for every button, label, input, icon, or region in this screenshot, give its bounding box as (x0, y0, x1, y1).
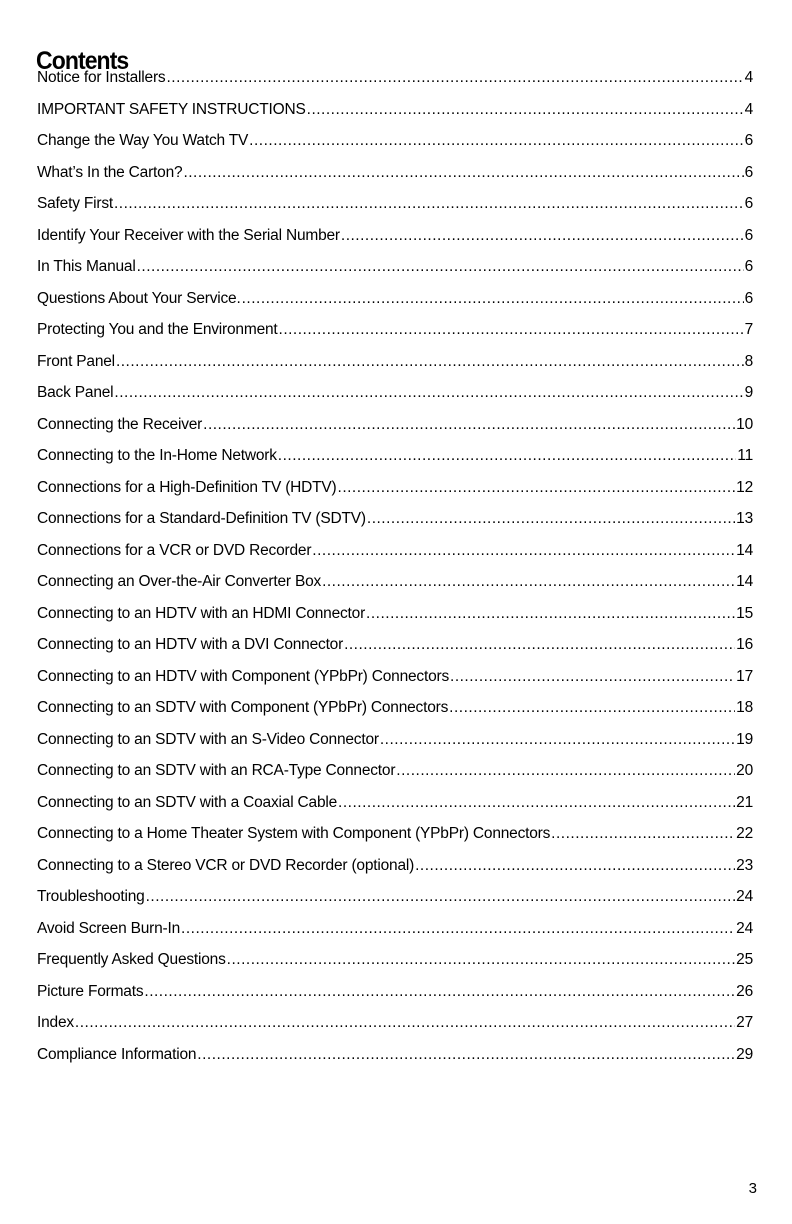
toc-entry-page: 6 (744, 132, 753, 149)
toc-entry-page: 6 (744, 226, 753, 244)
dot-leader (338, 792, 735, 814)
toc-entry-title: Picture Formats (37, 982, 144, 1000)
toc-entry-page: 9 (744, 384, 753, 401)
toc-entry-page: 20 (736, 762, 753, 779)
toc-entry[interactable] (37, 414, 753, 446)
toc-entry[interactable] (37, 603, 753, 635)
toc-entry[interactable] (37, 193, 753, 225)
toc-entry-title: Connecting to a Home Theater System with Component (YPbPr) Connectors (37, 825, 551, 842)
toc-entry-title: Questions About Your Service. (37, 289, 241, 307)
toc-entry-page: 10 (736, 415, 753, 433)
toc-entry-page: 26 (736, 982, 753, 1000)
toc-entry[interactable] (37, 351, 753, 383)
toc-entry-title: Connections for a High-Definition TV (HDTV) (37, 478, 337, 496)
toc-entry[interactable] (37, 949, 753, 981)
toc-entry[interactable] (37, 666, 753, 698)
toc-entry[interactable] (37, 382, 753, 414)
toc-entry-title: In This Manual (37, 258, 136, 275)
toc-entry[interactable] (37, 571, 753, 603)
dot-leader (338, 477, 736, 499)
toc-entry[interactable] (37, 855, 753, 887)
toc-entry-title: Notice for Installers (37, 69, 166, 86)
dot-leader (75, 1012, 735, 1034)
dot-leader (366, 603, 735, 625)
toc-entry-page: 24 (736, 888, 753, 905)
dot-leader (551, 823, 735, 845)
toc-entry-title: Connections for a VCR or DVD Recorder (37, 541, 312, 559)
toc-entry-title: Front Panel (37, 352, 115, 370)
dot-leader (396, 760, 735, 782)
toc-entry[interactable] (37, 792, 753, 824)
toc-entry-page: 23 (736, 856, 753, 874)
toc-entry-title: Index (37, 1014, 74, 1031)
dot-leader (197, 1044, 735, 1066)
dot-leader (144, 981, 735, 1003)
toc-entry[interactable] (37, 760, 753, 792)
toc-entry[interactable] (37, 508, 753, 540)
dot-leader (344, 634, 735, 656)
toc-entry[interactable] (37, 162, 753, 194)
toc-entry[interactable] (37, 886, 753, 918)
dot-leader (249, 130, 743, 152)
toc-entry-title: IMPORTANT SAFETY INSTRUCTIONS (37, 100, 306, 118)
dot-leader (114, 193, 744, 215)
dot-leader (415, 855, 735, 877)
toc-entry-page: 6 (744, 163, 753, 181)
dot-leader (227, 949, 736, 971)
toc-entry-page: 7 (744, 321, 753, 338)
toc-entry-page: 22 (736, 825, 753, 842)
dot-leader (278, 445, 737, 467)
toc-entry-title: Troubleshooting (37, 888, 145, 905)
dot-leader (166, 67, 743, 89)
dot-leader (322, 571, 735, 593)
toc-entry-page: 4 (744, 69, 753, 86)
toc-entry-title: Connecting to an HDTV with Component (YPbPr) Connectors (37, 667, 450, 685)
toc-entry-page: 12 (736, 478, 753, 496)
toc-entry[interactable] (37, 1044, 753, 1076)
toc-entry[interactable] (37, 1012, 753, 1044)
toc-entry[interactable] (37, 540, 753, 572)
toc-entry-page: 8 (744, 352, 753, 370)
toc-entry[interactable] (37, 67, 753, 99)
toc-entry[interactable] (37, 729, 753, 761)
toc-entry-page: 21 (736, 793, 753, 811)
toc-entry[interactable] (37, 918, 753, 950)
toc-entry-page: 15 (736, 604, 753, 622)
page-title: Contents (36, 46, 129, 75)
toc-entry-page: 16 (736, 636, 753, 653)
toc-entry[interactable] (37, 225, 753, 257)
toc-entry[interactable] (37, 319, 753, 351)
toc-entry[interactable] (37, 99, 753, 131)
toc-entry-title: Connecting to a Stereo VCR or DVD Recorder (optional) (37, 856, 415, 874)
toc-entry-title: Safety First (37, 195, 113, 212)
toc-entry-title: Avoid Screen Burn-In (37, 919, 181, 937)
toc-entry-page: 29 (736, 1045, 753, 1063)
toc-entry-page: 25 (736, 951, 753, 968)
toc-entry-title: Protecting You and the Environment (37, 321, 278, 338)
toc-entry-page: 11 (737, 447, 753, 464)
dot-leader (242, 288, 744, 310)
toc-entry-title: Connecting the Receiver (37, 415, 203, 433)
toc-entry-title: Connecting to an SDTV with Component (YPbPr) Connectors (37, 699, 449, 716)
toc-entry-page: 19 (736, 730, 753, 748)
toc-entry-page: 6 (744, 258, 753, 275)
toc-entry-title: Connections for a Standard-Definition TV (SDTV) (37, 510, 366, 527)
toc-entry-title: Connecting to an HDTV with a DVI Connector (37, 636, 344, 653)
toc-entry-title: Connecting to an SDTV with an RCA-Type Connector (37, 762, 396, 779)
toc-entry[interactable] (37, 130, 753, 162)
toc-entry-page: 27 (736, 1014, 753, 1031)
dot-leader (341, 225, 744, 247)
dot-leader (137, 256, 744, 278)
toc-entry[interactable] (37, 445, 753, 477)
toc-entry-page: 24 (736, 919, 753, 937)
toc-entry-title: Frequently Asked Questions (37, 951, 226, 968)
toc-entry[interactable] (37, 256, 753, 288)
toc-entry-page: 17 (736, 667, 753, 685)
toc-entry-page: 13 (736, 510, 753, 527)
toc-entry-title: Back Panel (37, 384, 114, 401)
toc-entry[interactable] (37, 477, 753, 509)
toc-entry-title: Connecting an Over-the-Air Converter Box (37, 573, 322, 590)
toc-entry-page: 4 (744, 100, 753, 118)
dot-leader (279, 319, 744, 341)
toc-entry[interactable] (37, 697, 753, 729)
toc-entry-page: 14 (736, 541, 753, 559)
dot-leader (114, 382, 743, 404)
toc-entry[interactable] (37, 634, 753, 666)
dot-leader (181, 918, 735, 940)
toc-entry-page: 14 (736, 573, 753, 590)
toc-entry[interactable] (37, 288, 753, 320)
dot-leader (450, 666, 735, 688)
toc-entry-title: Connecting to the In-Home Network (37, 447, 277, 464)
dot-leader (380, 729, 735, 751)
toc-entry-title: Change the Way You Watch TV (37, 132, 249, 149)
dot-leader (367, 508, 735, 530)
toc-entry-page: 18 (736, 699, 753, 716)
dot-leader (312, 540, 735, 562)
dot-leader (116, 351, 744, 373)
page-number: 3 (748, 1180, 757, 1197)
toc-entry-title: Connecting to an SDTV with a Coaxial Cable (37, 793, 338, 811)
toc-entry-page: 6 (744, 195, 753, 212)
toc-entry-title: Compliance Information (37, 1045, 197, 1063)
toc-entry-title: Identify Your Receiver with the Serial Number (37, 226, 340, 244)
toc-entry-title: Connecting to an HDTV with an HDMI Connector (37, 604, 366, 622)
dot-leader (307, 99, 744, 121)
dot-leader (203, 414, 735, 436)
toc-entry-title: What’s In the Carton? (37, 163, 183, 181)
dot-leader (146, 886, 736, 908)
toc-entry-title: Connecting to an SDTV with an S-Video Connector (37, 730, 379, 748)
toc-entry-page: 6 (744, 289, 753, 307)
toc-entry[interactable] (37, 823, 753, 855)
dot-leader (183, 162, 743, 184)
dot-leader (449, 697, 735, 719)
toc-entry[interactable] (37, 981, 753, 1013)
table-of-contents (37, 67, 753, 1075)
